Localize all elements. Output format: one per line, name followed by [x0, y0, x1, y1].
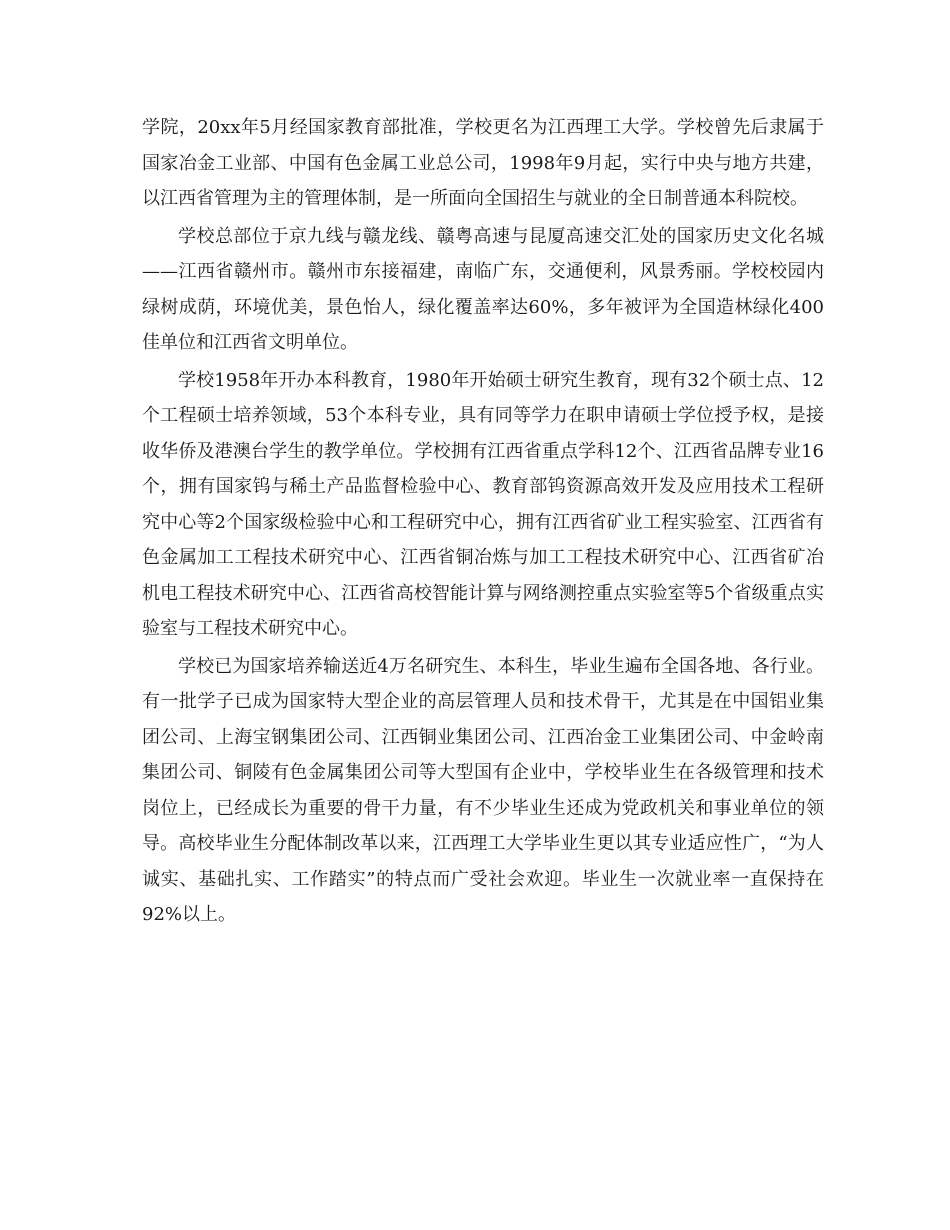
- paragraph-2: 学校总部位于京九线与赣龙线、赣粤高速与昆厦高速交汇处的国家历史文化名城——江西省赣州市。赣州市东接福建，南临广东，交通便利，风景秀丽。学校校园内绿树成荫，环境优美，景色怡人，绿化覆盖率达60%，多年被评为全国造林绿化400佳单位和江西省文明单位。: [142, 225, 824, 353]
- paragraph-3: 学校1958年开办本科教育，1980年开始硕士研究生教育，现有32个硕士点、12个工程硕士培养领域，53个本科专业，具有同等学力在职申请硕士学位授予权，是接收华侨及港澳台学生的教学单位。学校拥有江西省重点学科12个、江西省品牌专业16个，拥有国家钨与稀土产品监督检验中心、教育部钨资源高效开发及应用技术工程研究中心等2个国家级检验中心和工程研究中心，拥有江西省矿业工程实验室、江西省有色金属加工工程技术研究中心、江西省铜冶炼与加工工程技术研究中心、江西省矿冶机电工程技术研究中心、江西省高校智能计算与网络测控重点实验室等5个省级重点实验室与工程技术研究中心。: [142, 369, 824, 639]
- paragraph-1: 学院，20xx年5月经国家教育部批准，学校更名为江西理工大学。学校曾先后隶属于国家冶金工业部、中国有色金属工业总公司，1998年9月起，实行中央与地方共建，以江西省管理为主的管理体制，是一所面向全国招生与就业的全日制普通本科院校。: [142, 117, 824, 209]
- paragraph-4: 学校已为国家培养输送近4万名研究生、本科生，毕业生遍布全国各地、各行业。有一批学子已成为国家特大型企业的高层管理人员和技术骨干，尤其是在中国铝业集团公司、上海宝钢集团公司、江西铜业集团公司、江西冶金工业集团公司、中金岭南集团公司、铜陵有色金属集团公司等大型国有企业中，学校毕业生在各级管理和技术岗位上，已经成长为重要的骨干力量，有不少毕业生还成为党政机关和事业单位的领导。高校毕业生分配体制改革以来，江西理工大学毕业生更以其专业适应性广，“为人诚实、基础扎实、工作踏实”的特点而广受社会欢迎。毕业生一次就业率一直保持在92%以上。: [142, 655, 824, 925]
- document-body: [142, 110, 824, 935]
